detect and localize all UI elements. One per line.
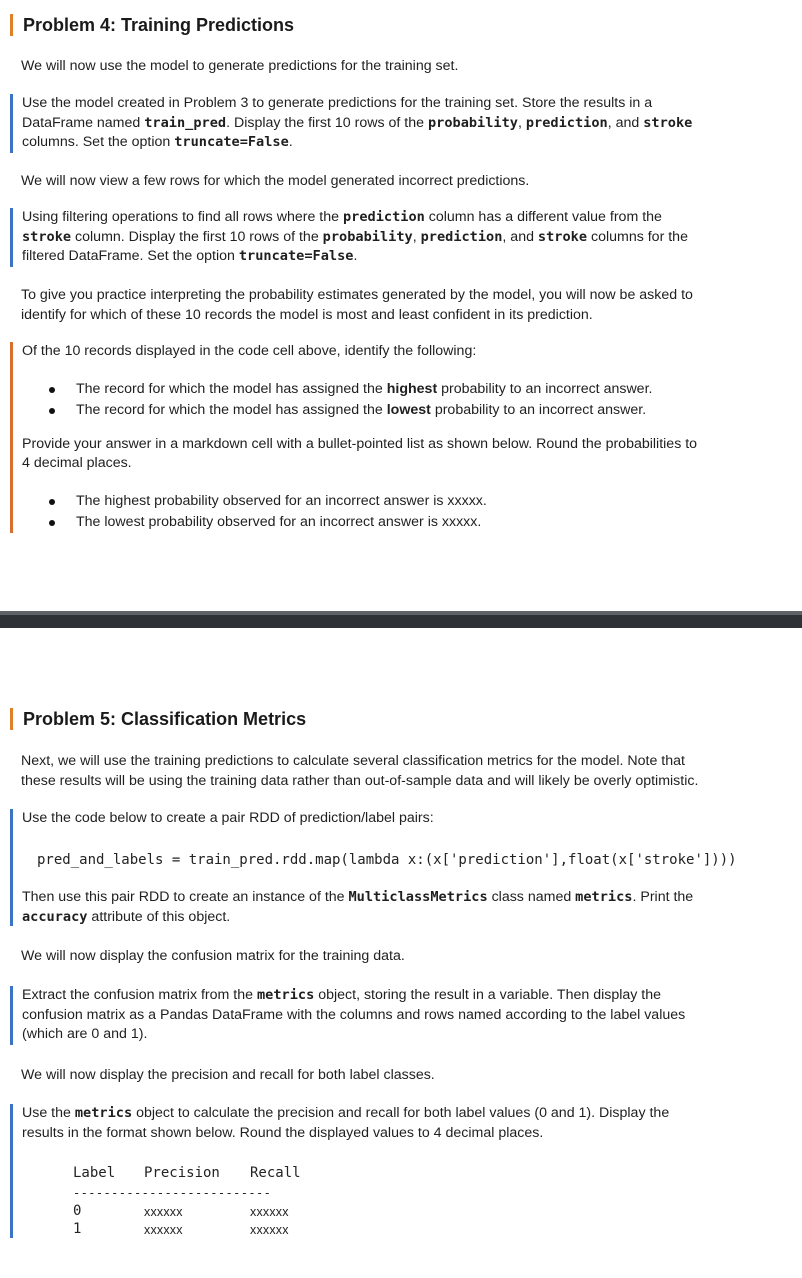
text: . Print the <box>632 889 694 905</box>
p4-task1-block <box>10 94 784 153</box>
p5-task2-line3: (which are 0 and 1). <box>22 1026 148 1042</box>
p4-task1-line3 <box>22 133 784 153</box>
text: 4 decimal places. <box>22 455 132 471</box>
p5-intro <box>21 752 781 791</box>
text: DataFrame named <box>22 114 145 131</box>
p4-task2-line2 <box>22 228 784 248</box>
text: object, storing the result in a variable. Then display the <box>314 987 662 1003</box>
p5-intro-line2: these results will be using the training data rather than out-of-sample data and will likely be overly optimistic. <box>21 772 699 789</box>
text-bold: highest <box>386 380 438 397</box>
code-probability: probability <box>427 114 518 131</box>
code-prediction: prediction <box>342 209 425 225</box>
p5-task1-line1: Use the code below to create a pair RDD of prediction/label pairs: <box>22 810 434 826</box>
code-stroke: stroke <box>643 114 693 131</box>
code-probability: probability <box>322 228 413 245</box>
code-accuracy: accuracy <box>22 908 88 925</box>
table-cell-recall: xxxxxx <box>250 1205 289 1219</box>
p4-intro: We will now use the model to generate predictions for the training set. <box>21 58 459 74</box>
text: Using filtering operations to find all rows where the <box>22 209 343 225</box>
table-rule: -------------------------- <box>73 1186 272 1200</box>
list-item <box>22 379 784 400</box>
text: . <box>288 134 293 150</box>
table-cell-precision: xxxxxx <box>144 1205 183 1219</box>
p4-task2-block <box>10 208 784 267</box>
p5-task2-line1 <box>22 986 784 1006</box>
code-snippet: pred_and_labels = train_pred.rdd.map(lambda x:(x['prediction'],float(x['stroke']))) <box>37 852 737 868</box>
list-item <box>22 400 784 421</box>
text: column has a different value from the <box>424 209 662 225</box>
p4-answer-list <box>22 491 784 533</box>
text: columns for the <box>587 228 688 245</box>
p5-intro-line1: Next, we will use the training predictions to calculate several classification metrics for the model. Note that <box>21 753 685 769</box>
bullet-icon <box>49 499 55 505</box>
text: The highest probability observed for an incorrect answer is xxxxx. <box>76 492 487 509</box>
code-stroke: stroke <box>22 228 72 245</box>
p4-task3-block <box>10 342 784 533</box>
text: The record for which the model has assigned the <box>76 401 387 418</box>
text: . <box>353 248 358 264</box>
text: probability to an incorrect answer. <box>437 380 653 397</box>
table-cell-label: 0 <box>73 1203 82 1219</box>
p5-confusion-intro: We will now display the confusion matrix for the training data. <box>21 948 405 964</box>
p4-task3-list <box>22 379 784 421</box>
p4-task2-line1 <box>22 208 784 228</box>
table-cell-recall: xxxxxx <box>250 1223 289 1237</box>
text: , <box>412 228 421 245</box>
bullet-icon <box>49 408 55 414</box>
cell-divider <box>0 611 802 628</box>
table-header-recall: Recall <box>250 1165 301 1181</box>
p5-pr-intro: We will now display the precision and recall for both label classes. <box>21 1067 435 1083</box>
text-bold: lowest <box>386 401 431 418</box>
problem5-title: Problem 5: Classification Metrics <box>10 708 306 730</box>
table-header-label: Label <box>73 1165 116 1181</box>
bullet-icon <box>49 387 55 393</box>
p4-task2-line3 <box>22 247 784 267</box>
text: filtered DataFrame. Set the option <box>22 248 239 264</box>
text: object to calculate the precision and recall for both label values (0 and 1). Display the <box>132 1105 670 1121</box>
code-stroke: stroke <box>537 228 588 245</box>
p4-task3-provide <box>22 435 784 474</box>
p5-task3-line2: results in the format shown below. Round the displayed values to 4 decimal places. <box>22 1124 544 1141</box>
table-cell-label: 1 <box>73 1221 82 1237</box>
text: columns. Set the option <box>22 134 175 150</box>
text: . Display the first 10 rows of the <box>226 114 428 131</box>
text: Then use this pair RDD to create an instance of the <box>22 889 349 905</box>
text: attribute of this object. <box>87 908 231 925</box>
p5-task1-line2 <box>22 888 784 908</box>
text: , <box>517 114 526 131</box>
list-item <box>22 512 784 533</box>
p4-practice <box>21 286 781 325</box>
p5-task3-block <box>10 1104 784 1238</box>
p5-task2-line2: confusion matrix as a Pandas DataFrame with the columns and rows named according to the label values <box>22 1006 686 1023</box>
code-prediction: prediction <box>525 114 608 131</box>
text: , and <box>502 228 538 245</box>
code-metrics: metrics <box>575 889 633 905</box>
p4-practice-line1: To give you practice interpreting the probability estimates generated by the model, you will now be asked to <box>21 287 693 303</box>
problem4-title: Problem 4: Training Predictions <box>10 14 294 36</box>
p5-task1-line3 <box>22 908 784 928</box>
p5-task2-block <box>10 986 784 1045</box>
code-metrics: metrics <box>256 987 315 1003</box>
bullet-icon <box>49 520 55 526</box>
text: Extract the confusion matrix from the <box>22 987 257 1003</box>
text: Use the <box>22 1105 75 1121</box>
code-metrics: metrics <box>74 1105 133 1121</box>
list-item <box>22 491 784 512</box>
code-truncate: truncate=False <box>238 248 354 264</box>
p4-view-intro: We will now view a few rows for which the model generated incorrect predictions. <box>21 173 530 189</box>
code-train-pred: train_pred <box>144 114 227 131</box>
text: The record for which the model has assigned the <box>76 380 387 397</box>
code-multiclass-metrics: MulticlassMetrics <box>348 889 488 905</box>
text: , and <box>607 114 644 131</box>
text: class named <box>487 889 576 905</box>
table-header-precision: Precision <box>144 1165 220 1181</box>
text: The lowest probability observed for an incorrect answer is xxxxx. <box>76 513 482 530</box>
p4-task3-lead: Of the 10 records displayed in the code cell above, identify the following: <box>22 343 477 359</box>
table-cell-precision: xxxxxx <box>144 1223 183 1237</box>
p4-task1-line2 <box>22 114 784 134</box>
code-truncate: truncate=False <box>174 134 289 150</box>
code-prediction: prediction <box>420 228 503 245</box>
p5-task1-after <box>22 888 784 927</box>
text: Provide your answer in a markdown cell with a bullet-pointed list as shown below. Round the probabilities to <box>22 435 698 452</box>
text: column. Display the first 10 rows of the <box>71 228 323 245</box>
p5-task3-line1 <box>22 1104 784 1124</box>
p4-task1-line1: Use the model created in Problem 3 to generate predictions for the training set. Store the results in a <box>22 95 653 111</box>
p4-practice-line2: identify for which of these 10 records the model is most and least confident in its prediction. <box>21 306 593 323</box>
text: probability to an incorrect answer. <box>430 401 647 418</box>
